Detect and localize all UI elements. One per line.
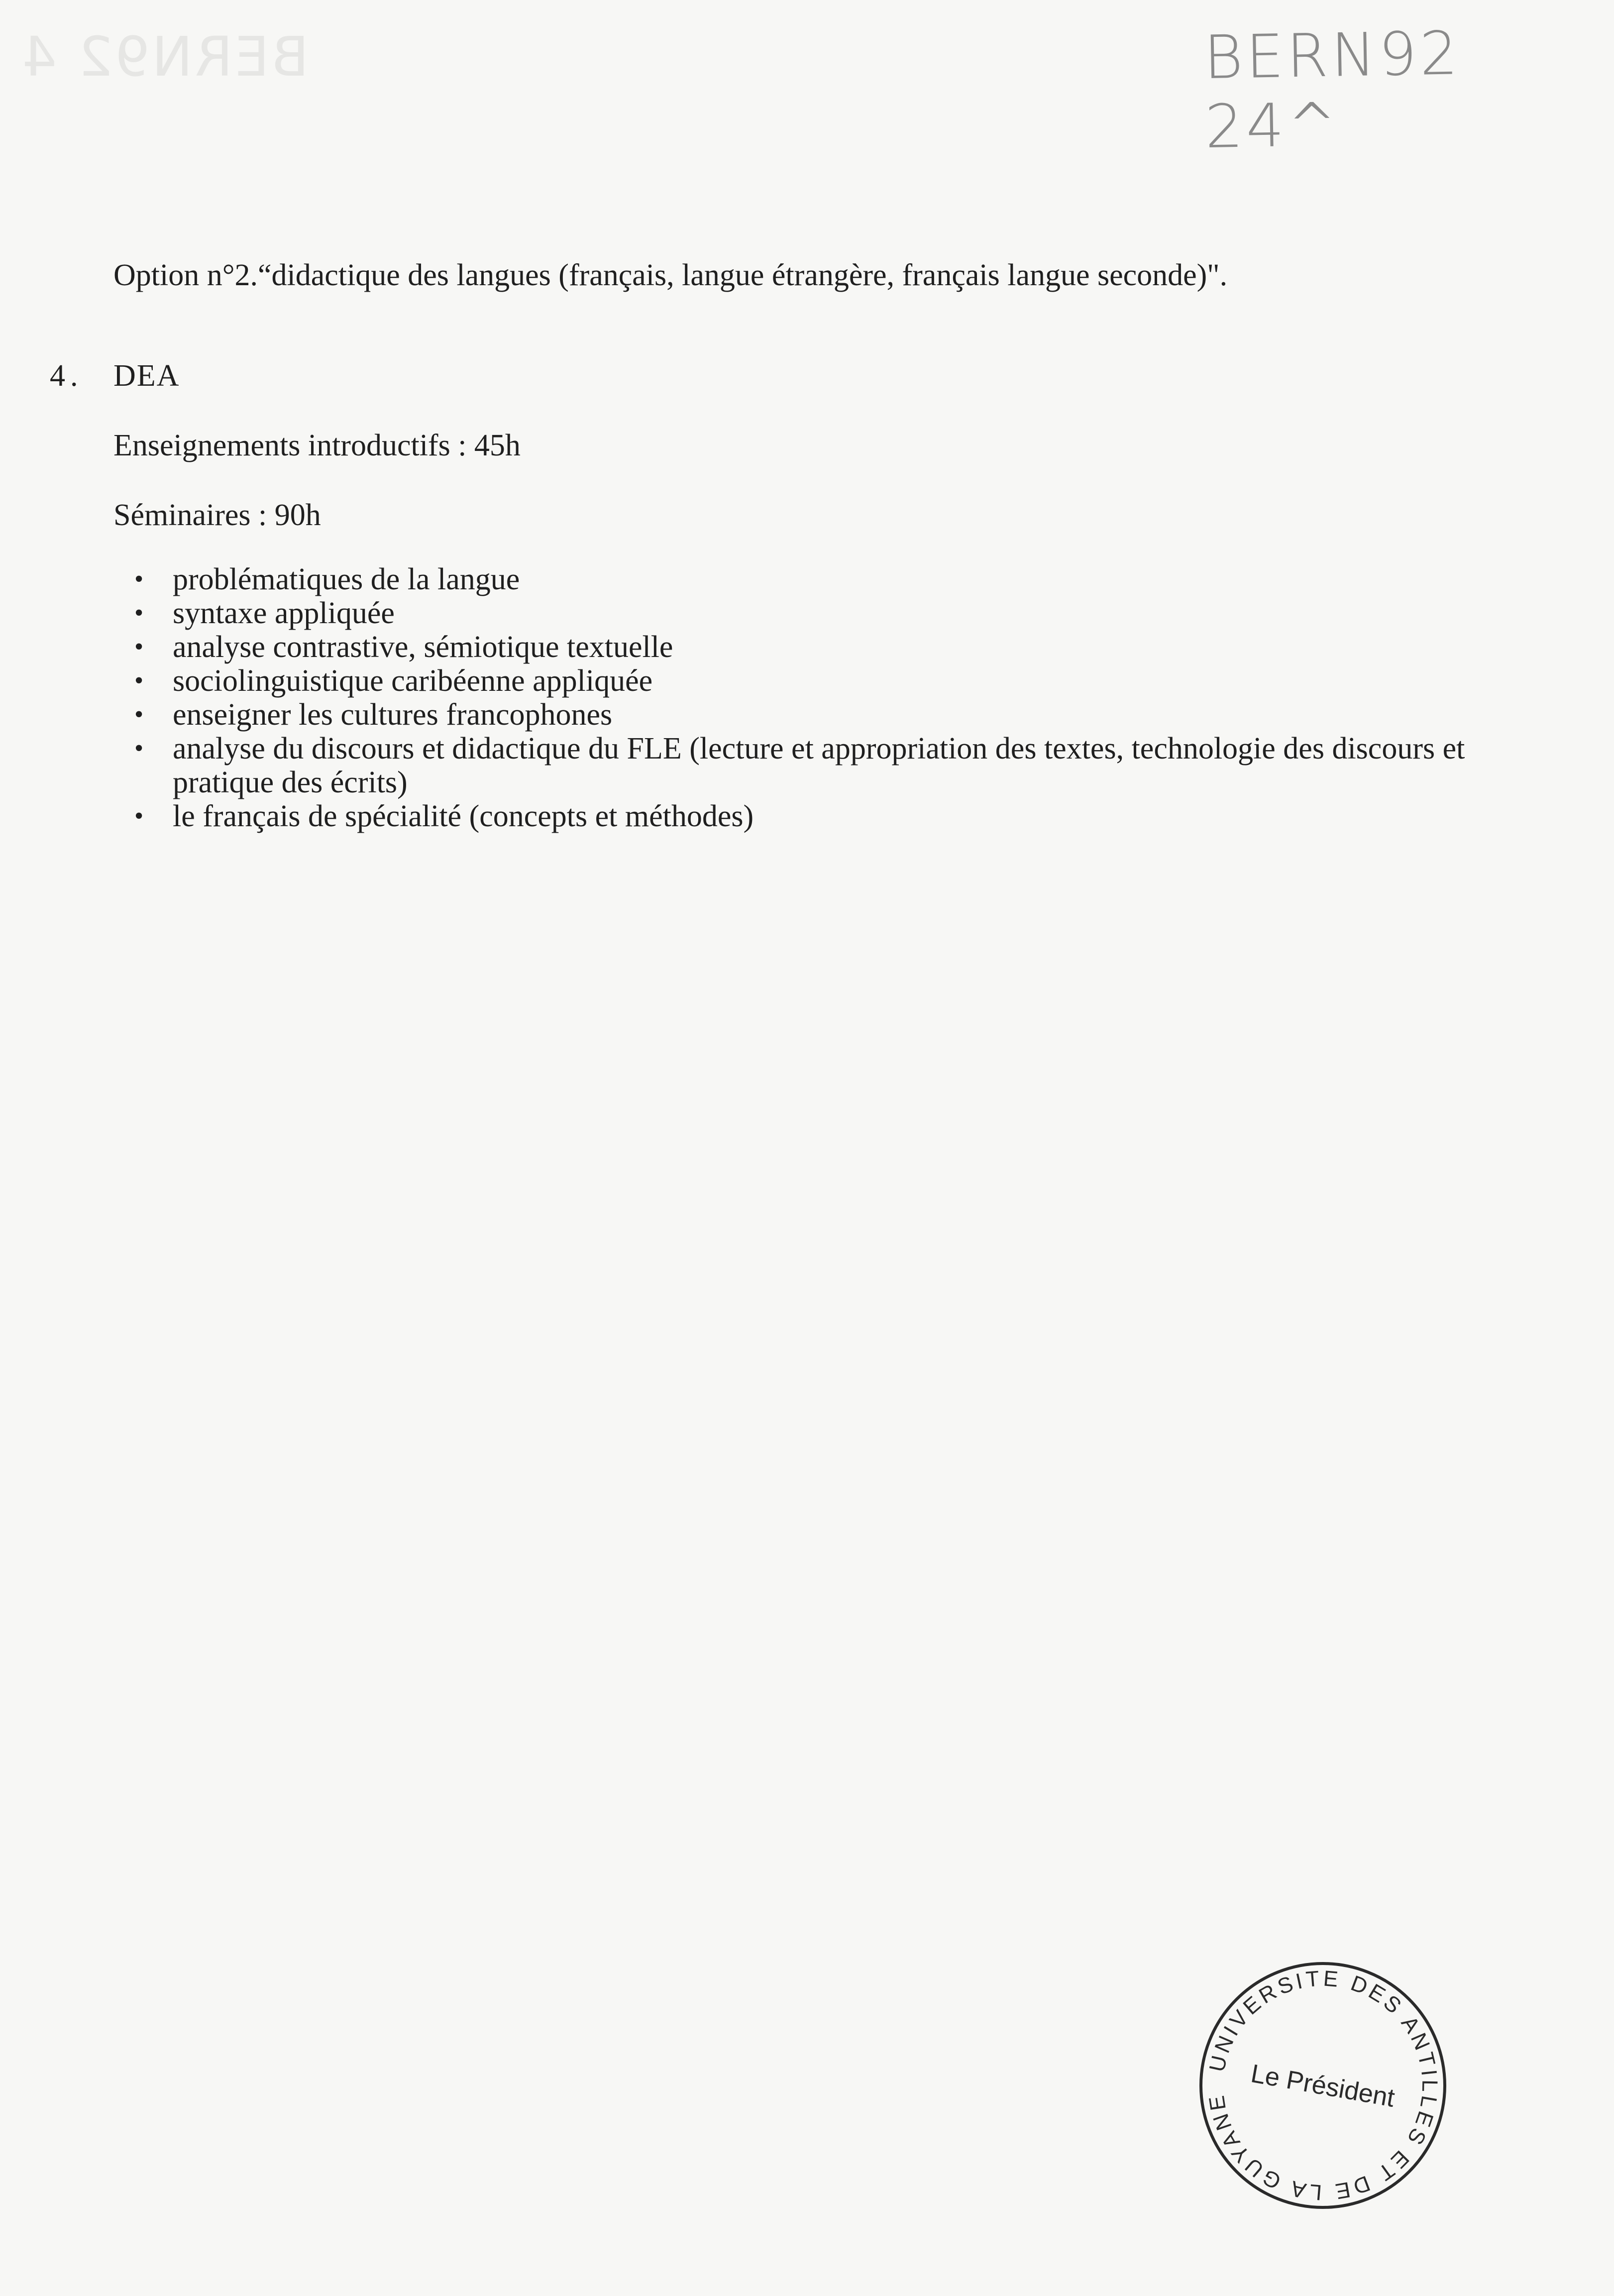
bullet-icon: • (134, 633, 144, 661)
stamp-outer-text: UNIVERSITE DES ANTILLES ET DE LA GUYANE (1204, 1966, 1442, 2205)
handwritten-reference: BERN92 24^ (1203, 19, 1462, 162)
bullet-icon: • (134, 565, 144, 593)
list-item (130, 698, 1504, 732)
stamp-inner-text: Le Président (1249, 2059, 1397, 2113)
bleed-through-mark: BERN92 4 (20, 25, 309, 89)
bullet-icon: • (134, 666, 144, 695)
option-line: Option n°2.“didactique des langues (français, langue étrangère, français langue seconde)". (113, 258, 1228, 292)
bullet-icon: • (134, 734, 144, 763)
list-item-text: syntaxe appliquée (173, 596, 395, 630)
list-item (130, 664, 1504, 698)
list-item-text: le français de spécialité (concepts et méthodes) (173, 799, 754, 833)
bullet-icon: • (134, 700, 144, 729)
list-item-text: analyse contrastive, sémiotique textuelle (173, 630, 673, 664)
section-title: DEA (113, 359, 180, 393)
bullet-icon: • (134, 599, 144, 627)
intro-courses-line: Enseignements introductifs : 45h (113, 429, 521, 462)
list-item-text: enseigner les cultures francophones (173, 698, 613, 732)
list-item (130, 630, 1504, 664)
list-item (130, 562, 1504, 596)
list-item-text: analyse du discours et didactique du FLE (lecture et appropriation des textes, technologie des discours et pratique des écrits) (173, 732, 1465, 799)
list-item-text: problématiques de la langue (173, 562, 520, 596)
seminar-list (130, 562, 1504, 833)
list-item (130, 596, 1504, 630)
university-stamp (1193, 1956, 1452, 2215)
section-number: 4. (50, 359, 83, 393)
seminars-line: Séminaires : 90h (113, 498, 321, 532)
list-item-text: sociolinguistique caribéenne appliquée (173, 664, 653, 698)
list-item (130, 732, 1504, 799)
list-item (130, 799, 1504, 833)
bullet-icon: • (134, 802, 144, 830)
